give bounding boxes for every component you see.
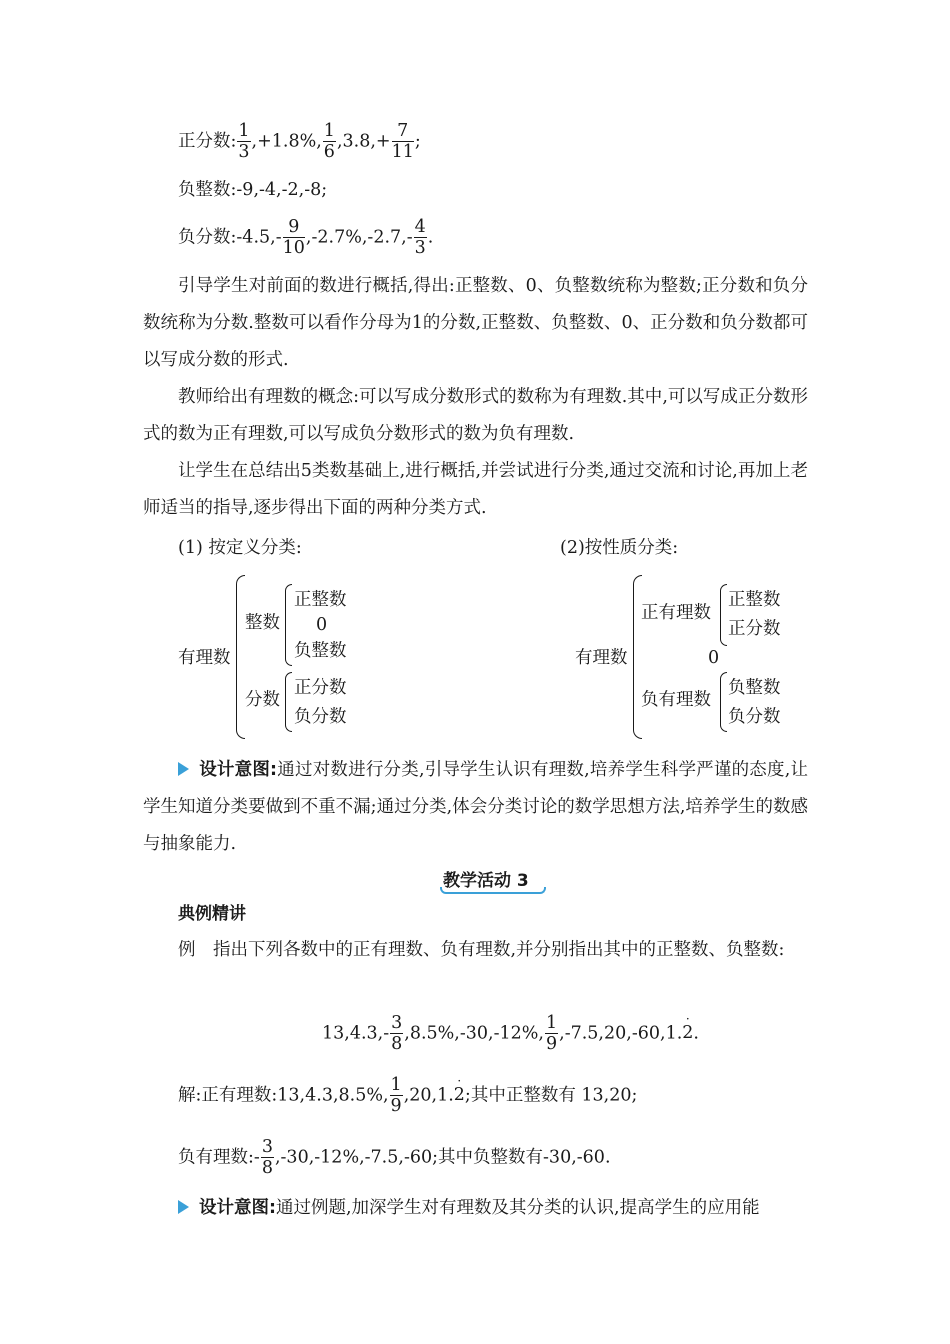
brace bbox=[633, 575, 642, 739]
example-prompt: 例 指出下列各数中的正有理数、负有理数,并分别指出其中的正整数、负整数: bbox=[178, 940, 785, 960]
paragraph-summary: 引导学生对前面的数进行概括,得出:正整数、0、负整数统称为整数;正分数和负分数统称为分数.整数可以看作分母为1的分数,正整数、负整数、0、正分数和负分数都可以写成分数的形式. bbox=[143, 276, 808, 370]
design-intent-label: 设计意图: bbox=[199, 1198, 276, 1218]
tree-leaf: 负整数 bbox=[728, 678, 781, 698]
activity-underline bbox=[440, 887, 546, 894]
tree-leaf: 负整数 bbox=[294, 641, 347, 661]
activity-heading: 教学活动 3 bbox=[443, 871, 529, 891]
tree-node-positive-rational: 正有理数 bbox=[641, 603, 711, 623]
triangle-bullet-icon bbox=[178, 762, 189, 776]
paragraph-classify: 让学生在总结出5类数基础上,进行概括,并尝试进行分类,通过交流和讨论,再加上老师适当的指导,逐步得出下面的两种分类方式. bbox=[143, 461, 808, 518]
tree-leaf: 负分数 bbox=[294, 707, 347, 727]
classification-left-title: (1) 按定义分类: bbox=[178, 538, 302, 558]
design-intent-label: 设计意图: bbox=[199, 760, 278, 780]
tree-leaf: 0 bbox=[316, 615, 328, 635]
paragraph-definition: 教师给出有理数的概念:可以写成分数形式的数称为有理数.其中,可以写成正分数形式的数为正有理数,可以写成负分数形式的数为负有理数. bbox=[143, 387, 808, 444]
triangle-bullet-icon bbox=[178, 1200, 189, 1214]
positive-fractions-line: 正分数: $\frac{1}{3}$ ,+1.8%, $\frac{1}{6}$ ,3.8,+ $\frac{7}{11}$ ; bbox=[178, 121, 421, 163]
tree-node-integer: 整数 bbox=[245, 613, 280, 633]
design-intent-1 bbox=[143, 752, 808, 863]
negative-integers-line: 负整数:-9,-4,-2,-8; bbox=[178, 180, 328, 200]
tree-leaf: 正分数 bbox=[294, 678, 347, 698]
design-intent-text: 通过对数进行分类,引导学生认识有理数,培养学生科学严谨的态度,让学生知道分类要做到不重不漏;通过分类,体会分类讨论的数学思想方法,培养学生的数感与抽象能力. bbox=[143, 760, 809, 854]
tree-leaf: 负分数 bbox=[728, 707, 781, 727]
brace bbox=[720, 672, 727, 732]
tree-leaf: 正整数 bbox=[728, 590, 781, 610]
brace bbox=[285, 672, 292, 732]
tree-leaf: 正整数 bbox=[294, 590, 347, 610]
tree-node-negative-rational: 负有理数 bbox=[641, 690, 711, 710]
solution-negative: 负有理数:- $\frac{3}{8}$ ,-30,-12%,-7.5,-60;其中负整数有-30,-60. bbox=[178, 1137, 611, 1179]
example-numbers: 13,4.3,- $\frac{3}{8}$ ,8.5%,-30,-12%, $\frac{1}{9}$ ,-7.5,20,-60,1. · 2. bbox=[322, 1012, 699, 1055]
brace bbox=[236, 575, 245, 739]
brace bbox=[720, 584, 727, 646]
example-heading: 典例精讲 bbox=[178, 904, 246, 924]
tree-leaf: 0 bbox=[708, 648, 720, 668]
tree-root: 有理数 bbox=[575, 648, 628, 668]
design-intent-2 bbox=[143, 1190, 808, 1227]
solution-positive: 解:正有理数:13,4.3,8.5%, $\frac{1}{9}$ ,20,1. · 2;其中正整数有 13,20; bbox=[178, 1074, 638, 1117]
tree-node-fraction: 分数 bbox=[245, 690, 280, 710]
tree-leaf: 正分数 bbox=[728, 619, 781, 639]
tree-root: 有理数 bbox=[178, 648, 231, 668]
brace bbox=[285, 584, 292, 666]
classification-right-title: (2)按性质分类: bbox=[560, 538, 679, 558]
design-intent-text: 通过例题,加深学生对有理数及其分类的认识,提高学生的应用能 bbox=[276, 1198, 760, 1218]
negative-fractions-line: 负分数:-4.5,- $\frac{9}{10}$ ,-2.7%,-2.7,- $\frac{4}{3}$ . bbox=[178, 217, 434, 259]
